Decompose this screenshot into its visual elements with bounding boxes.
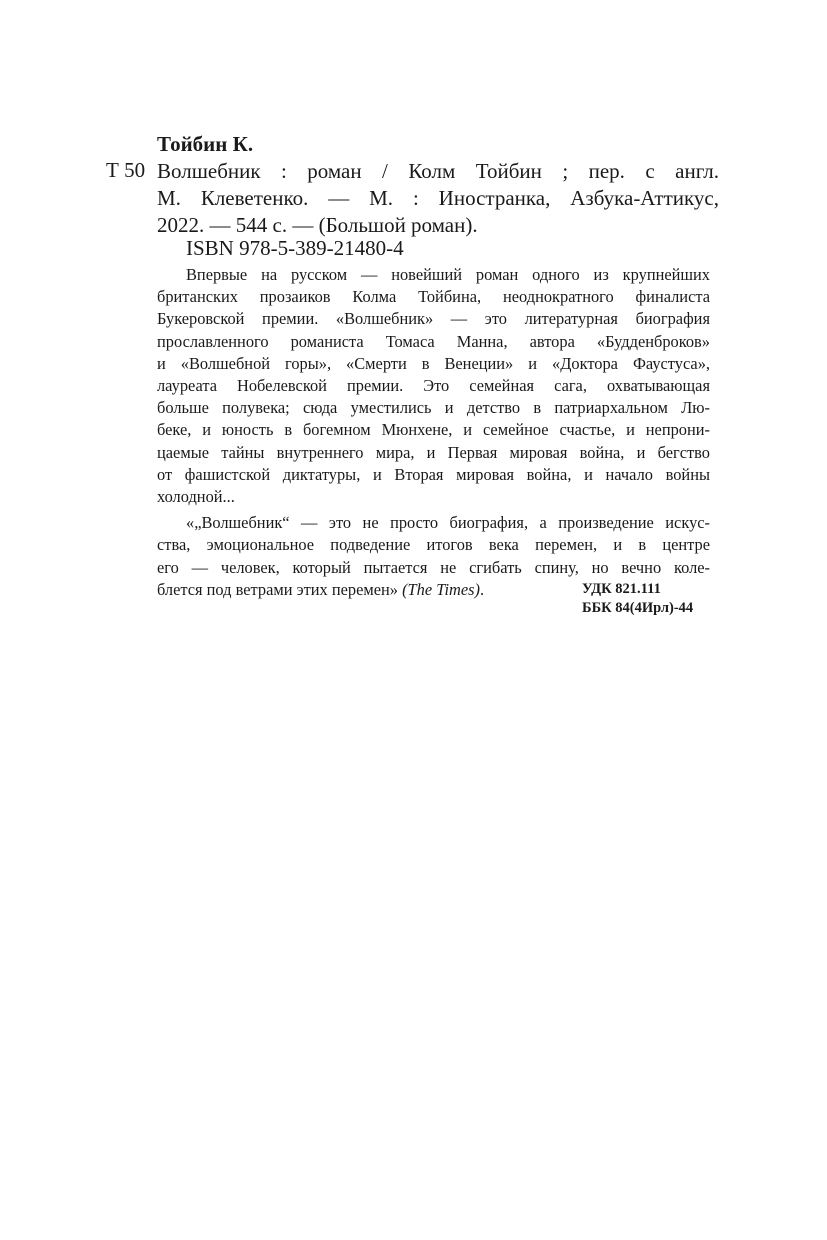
annotation-line: беке, и юность в богемном Мюнхене, и семейное счастье, и непрони-: [157, 420, 710, 440]
annotation-line: цаемые тайны внутреннего мира, и Первая мировая война, и бегство: [157, 442, 710, 462]
annotation: [157, 264, 710, 601]
quote-end: .: [479, 579, 485, 599]
annotation-line: от фашистской диктатуры, и Вторая мировая война, и начало войны: [157, 464, 710, 484]
annotation-line: Букеровской премии. «Волшебник» — это литературная биография: [157, 309, 710, 329]
annotation-line: и «Волшебной горы», «Смерти в Венеции» и «Доктора Фаустуса»,: [157, 353, 710, 373]
biblio-line: 2022. — 544 с. — (Большой роман).: [157, 213, 478, 237]
classification: [582, 580, 693, 618]
annotation-line: Впервые на русском — новейший роман одного из крупнейших: [186, 265, 710, 284]
author-sign: Т 50: [106, 158, 146, 182]
quote-line: «„Волшебник“ — это не просто биография, а произведение искус-: [186, 513, 710, 533]
quote-text: блется под ветрами этих перемен»: [157, 579, 398, 599]
annotation-line: лауреата Нобелевской премии. Это семейная сага, охватывающая: [157, 376, 710, 396]
author-heading: Тойбин К.: [157, 132, 254, 156]
annotation-line: больше полувека; сюда уместились и детство в патриархальном Лю-: [157, 398, 710, 418]
annotation-line: британских прозаиков Колма Тойбина, неоднократного финалиста: [157, 287, 710, 307]
quote-line: его — человек, который пытается не сгибать спину, но вечно коле-: [157, 557, 710, 577]
annotation-line: прославленного романиста Томаса Манна, автора «Будденброков»: [157, 331, 710, 351]
udk-code: УДК 821.111: [582, 581, 661, 597]
quote-source: (The Times): [402, 579, 480, 599]
annotation-line: холодной...: [157, 487, 235, 507]
isbn: ISBN 978-5-389-21480-4: [186, 236, 404, 260]
biblio-line: Волшебник : роман / Колм Тойбин ; пер. с англ.: [157, 159, 719, 183]
bibliographic-description: [157, 158, 719, 239]
bbk-code: ББК 84(4Ирл)-44: [582, 600, 694, 616]
biblio-line: М. Клеветенко. — М. : Иностранка, Азбука-Аттикус,: [157, 186, 719, 210]
quote-line: ства, эмоциональное подведение итогов века перемен, и в центре: [157, 535, 710, 555]
